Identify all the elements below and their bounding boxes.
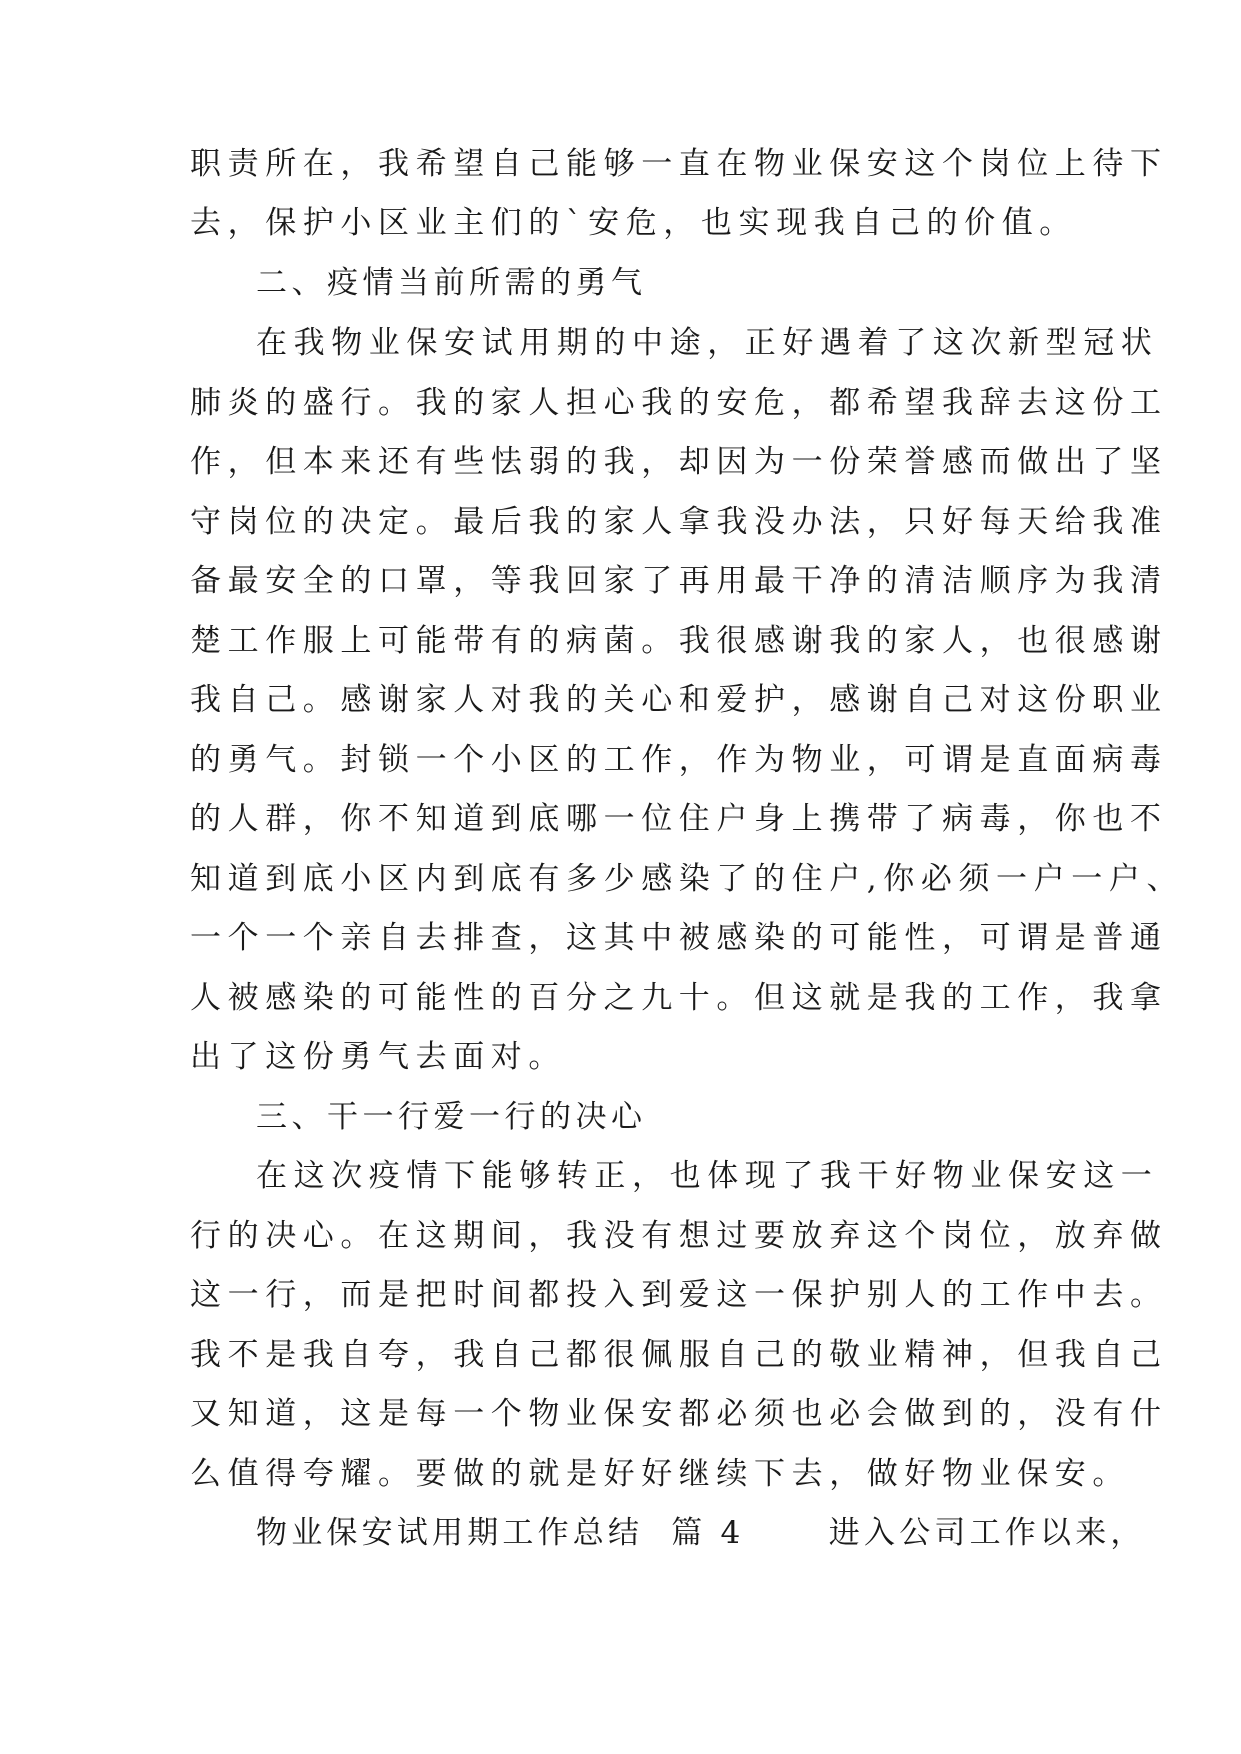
text-line: 职责所在，我希望自己能够一直在物业保安这个岗位上待下 (190, 146, 1168, 182)
text-line: 在我物业保安试用期的中途，正好遇着了这次新型冠状 (256, 325, 1159, 361)
text-line: 肺炎的盛行。我的家人担心我的安危，都希望我辞去这份工 (190, 385, 1168, 421)
text-line: 这一行，而是把时间都投入到爱这一保护别人的工作中去。 (190, 1277, 1168, 1313)
text-line: 备最安全的口罩，等我回家了再用最干净的清洁顺序为我清 (190, 563, 1168, 599)
text-line: 在这次疫情下能够转正，也体现了我干好物业保安这一 (256, 1158, 1159, 1194)
text-line: 的勇气。封锁一个小区的工作，作为物业，可谓是直面病毒 (190, 742, 1168, 778)
section-heading: 二、疫情当前所需的勇气 (256, 265, 647, 301)
text-line: 又知道，这是每一个物业保安都必须也必会做到的，没有什 (190, 1396, 1168, 1432)
text-line: 我自己。感谢家人对我的关心和爱护，感谢自己对这份职业 (190, 682, 1168, 718)
section-heading: 三、干一行爱一行的决心 (256, 1099, 647, 1135)
text-line: 行的决心。在这期间，我没有想过要放弃这个岗位，放弃做 (190, 1218, 1168, 1254)
text-line: 楚工作服上可能带有的病菌。我很感谢我的家人，也很感谢 (190, 623, 1168, 659)
text-line: 出了这份勇气去面对。 (190, 1039, 566, 1075)
text-line: 守岗位的决定。最后我的家人拿我没办法，只好每天给我准 (190, 504, 1168, 540)
text-line: 去，保护小区业主们的`安危，也实现我自己的价值。 (190, 205, 1077, 241)
text-line: 的人群，你不知道到底哪一位住户身上携带了病毒，你也不 (190, 801, 1168, 837)
text-line: 我不是我自夸，我自己都很佩服自己的敬业精神，但我自己 (190, 1337, 1168, 1373)
text-line: 人被感染的可能性的百分之九十。但这就是我的工作，我拿 (190, 980, 1168, 1016)
article-title-line: 物业保安试用期工作总结 篇 4 进入公司工作以来， (256, 1515, 1146, 1551)
text-line: 作，但本来还有些怯弱的我，却因为一份荣誉感而做出了坚 (190, 444, 1168, 480)
text-line: 么值得夸耀。要做的就是好好继续下去，做好物业保安。 (190, 1456, 1130, 1492)
text-line: 一个一个亲自去排查，这其中被感染的可能性，可谓是普通 (190, 920, 1168, 956)
text-line: 知道到底小区内到底有多少感染了的住户,你必须一户一户、 (190, 861, 1185, 897)
